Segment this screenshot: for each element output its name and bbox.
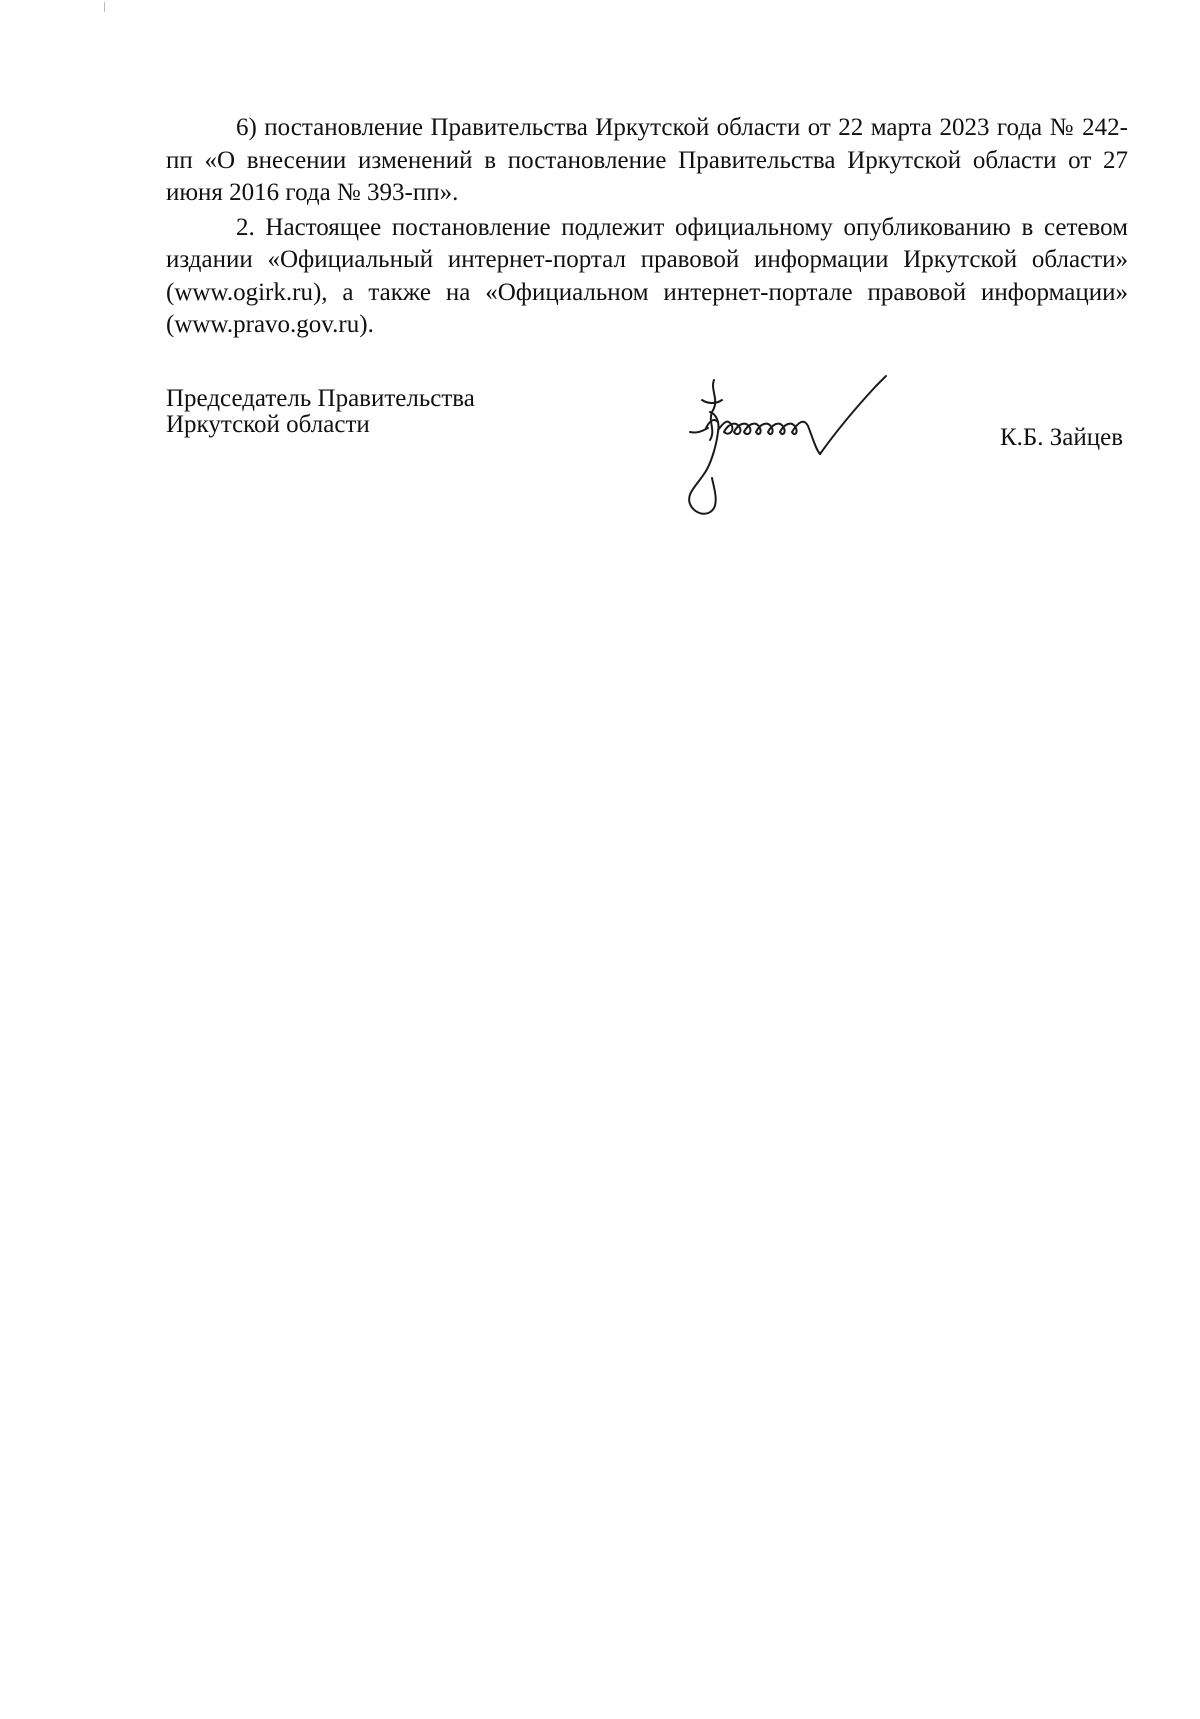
paragraph-item-6: 6) постановление Правительства Иркутской области от 22 марта 2023 года № 242-пп «О внесении изменений в постановление Правительства Иркутской области от 27 июня 2016 года № 393-пп». — [166, 114, 1128, 206]
document-body — [166, 112, 1128, 344]
signer-title-line-1: Председатель Правительства — [166, 385, 475, 412]
scan-mark — [104, 2, 105, 12]
signer-name: К.Б. Зайцев — [1000, 424, 1124, 451]
paragraph-publication: 2. Настоящее постановление подлежит официальному опубликованию в сетевом издании «Официальный интернет-портал правовой информации Иркутской области» (www.ogirk.ru), а также на «Официальном интернет-портале правовой информации» (www.pravo.gov.ru). — [166, 213, 1128, 338]
handwritten-signature — [680, 370, 920, 530]
signer-title — [166, 386, 475, 438]
signer-title-line-2: Иркутской области — [166, 411, 370, 438]
